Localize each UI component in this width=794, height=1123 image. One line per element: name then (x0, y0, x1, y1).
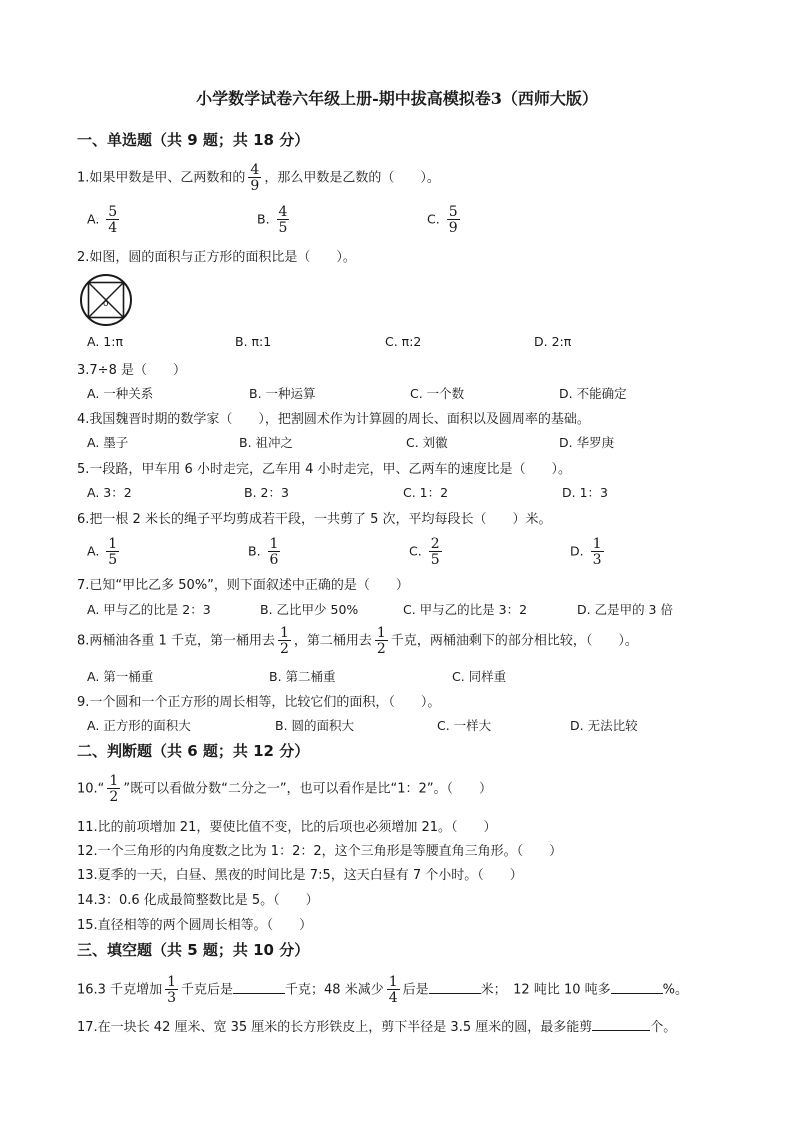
question-16-text-2: 千克后是 (181, 982, 234, 998)
option-d[interactable]: D. 2:π (534, 334, 572, 349)
question-16-text-5: 米； 12 吨比 10 吨多 (480, 982, 611, 998)
fraction-denominator: 5 (108, 552, 118, 568)
question-8-text-post: 千克，两桶油剩下的部分相比较，（ ）。 (390, 633, 638, 649)
option-c[interactable]: C. 1：2 (403, 485, 449, 500)
question-10-text-pre: 10.“ (77, 781, 105, 797)
option-d[interactable]: D. 无法比较 (570, 718, 638, 733)
question-1-fraction (248, 163, 261, 193)
fraction-denominator: 5 (278, 220, 288, 236)
question-5: 5.一段路，甲车用 6 小时走完，乙车用 4 小时走完，甲、乙两车的速度比是（ ）。 (77, 462, 571, 477)
question-7: 7.已知“甲比乙多 50%”，则下面叙述中正确的是（ ） (77, 578, 409, 593)
answer-blank[interactable] (592, 1018, 650, 1031)
option-b[interactable] (257, 205, 292, 235)
question-14: 14.3：0.6 化成最简整数比是 5。（ ） (77, 893, 319, 908)
option-label: B. (248, 543, 261, 559)
question-1 (77, 163, 440, 193)
option-c[interactable]: C. 刘徽 (406, 435, 448, 450)
question-16-text-4: 后是 (402, 982, 429, 998)
question-8 (77, 626, 638, 656)
question-3-options (87, 384, 727, 404)
question-3: 3.7÷8 是（ ） (77, 363, 186, 378)
option-c[interactable]: C. π:2 (385, 334, 422, 349)
option-fraction (429, 537, 442, 567)
option-fraction (268, 537, 281, 567)
option-label: B. (257, 211, 270, 227)
option-a[interactable]: A. 3：2 (87, 485, 132, 500)
fraction-denominator: 6 (269, 552, 279, 568)
option-d[interactable]: D. 华罗庚 (559, 435, 615, 450)
option-b[interactable] (248, 537, 283, 567)
fraction-numerator: 4 (250, 162, 260, 178)
answer-blank-1[interactable] (233, 981, 285, 994)
option-label: C. (427, 211, 440, 227)
fraction-denominator: 2 (279, 641, 289, 657)
fraction-numerator: 5 (448, 204, 458, 220)
option-d[interactable]: D. 1：3 (562, 485, 608, 500)
option-d[interactable]: D. 不能确定 (559, 386, 627, 401)
option-b[interactable]: B. π:1 (235, 334, 272, 349)
question-12: 12.一个三角形的内角度数之比为 1：2：2，这个三角形是等腰直角三角形。（ ） (77, 844, 563, 859)
question-8-options (87, 667, 727, 687)
option-c[interactable] (409, 537, 445, 567)
option-a[interactable]: A. 1:π (87, 334, 123, 349)
fraction-denominator: 4 (108, 220, 118, 236)
fraction-denominator: 4 (388, 990, 398, 1006)
option-a[interactable]: A. 第一桶重 (87, 669, 154, 684)
option-a[interactable]: A. 墨子 (87, 435, 129, 450)
fraction-denominator: 3 (592, 552, 602, 568)
option-a[interactable]: A. 甲与乙的比是 2：3 (87, 602, 211, 617)
question-8-text-pre: 8.两桶油各重 1 千克，第一桶用去 (77, 633, 275, 649)
question-1-text-pre: 1.如果甲数是甲、乙两数和的 (77, 170, 246, 186)
question-10-fraction (107, 774, 120, 804)
question-16 (77, 975, 688, 1005)
question-8-fraction-2 (375, 626, 388, 656)
option-a[interactable] (87, 205, 122, 235)
question-6-options (87, 536, 727, 568)
question-9: 9.一个圆和一个正方形的周长相等，比较它们的面积，（ ）。 (77, 695, 441, 710)
fraction-numerator: 1 (376, 625, 386, 641)
fraction-numerator: 1 (109, 773, 119, 789)
option-c[interactable]: C. 一个数 (410, 386, 465, 401)
question-1-text-post: ，那么甲数是乙数的（ ）。 (264, 170, 440, 186)
option-label: A. (87, 211, 100, 227)
fraction-numerator: 1 (167, 974, 176, 990)
circle-square-figure (77, 274, 135, 326)
question-5-options (87, 483, 727, 503)
option-label: D. (570, 543, 584, 559)
section-heading-single-choice: 一、单选题（共 9 题；共 18 分） (77, 131, 310, 149)
answer-blank-2[interactable] (429, 981, 481, 994)
option-label: C. (409, 543, 422, 559)
fraction-numerator: 1 (108, 536, 118, 552)
question-17 (77, 1016, 676, 1035)
fraction-denominator: 5 (430, 552, 440, 568)
question-16-text-3: 千克；48 米减少 (285, 982, 384, 998)
option-a[interactable]: A. 正方形的面积大 (87, 718, 191, 733)
option-c[interactable]: C. 同样重 (452, 669, 507, 684)
exam-title: 小学数学试卷六年级上册-期中拔高模拟卷3（西师大版） (196, 89, 598, 108)
option-b[interactable]: B. 2：3 (244, 485, 289, 500)
option-fraction (447, 205, 460, 235)
question-2: 2.如图，圆的面积与正方形的面积比是（ ）。 (77, 250, 356, 265)
section-heading-true-false: 二、判断题（共 6 题；共 12 分） (77, 742, 310, 760)
question-9-options (87, 716, 727, 736)
fraction-denominator: 2 (109, 789, 119, 805)
fraction-denominator: 2 (376, 641, 386, 657)
circle-square-diagram (77, 274, 135, 326)
option-a[interactable]: A. 一种关系 (87, 386, 154, 401)
question-16-fraction-1 (165, 975, 178, 1005)
answer-blank-3[interactable] (611, 981, 663, 994)
fraction-numerator: 1 (269, 536, 279, 552)
fraction-numerator: 5 (108, 204, 118, 220)
question-11: 11.比的前项增加 21，要使比值不变，比的后项也必须增加 21。（ ） (77, 820, 497, 835)
option-b[interactable]: B. 一种运算 (249, 386, 316, 401)
fraction-numerator: 1 (279, 625, 289, 641)
question-16-text-6: %。 (662, 982, 688, 998)
fraction-denominator: 3 (167, 990, 176, 1006)
question-16-fraction-2 (387, 975, 400, 1005)
option-d[interactable] (570, 537, 607, 567)
option-d[interactable]: D. 乙是甲的 3 倍 (577, 602, 673, 617)
question-2-options (87, 334, 727, 354)
question-7-options (87, 600, 727, 620)
question-8-fraction-1 (278, 626, 291, 656)
section-heading-fill-blank: 三、填空题（共 5 题；共 10 分） (77, 941, 310, 959)
option-fraction (106, 537, 119, 567)
option-b[interactable]: B. 乙比甲少 50% (260, 602, 359, 617)
question-16-text-1: 16.3 千克增加 (77, 982, 163, 998)
option-c[interactable]: C. 甲与乙的比是 3：2 (403, 602, 528, 617)
option-fraction (106, 205, 119, 235)
fraction-denominator: 9 (448, 220, 458, 236)
fraction-numerator: 1 (592, 536, 602, 552)
question-17-text-pre: 17.在一块长 42 厘米、宽 35 厘米的长方形铁皮上，剪下半径是 3.5 厘米的圆，最多能剪 (77, 1020, 593, 1035)
fraction-numerator: 4 (278, 204, 288, 220)
option-label: A. (87, 543, 100, 559)
option-c[interactable] (427, 205, 463, 235)
question-17-text-post: 个。 (650, 1020, 677, 1035)
question-4-options (87, 433, 727, 453)
question-10-text-post: ”既可以看做分数“二分之一”，也可以看作是比“1：2”。（ ） (123, 781, 493, 797)
question-4: 4.我国魏晋时期的数学家（ ），把割圆术作为计算圆的周长、面积以及圆周率的基础。 (77, 412, 590, 427)
question-10 (77, 774, 492, 804)
option-fraction (591, 537, 604, 567)
fraction-numerator: 1 (388, 974, 398, 990)
option-a[interactable] (87, 537, 122, 567)
question-13: 13.夏季的一天，白昼、黑夜的时间比是 7:5，这天白昼有 7 个小时。（ ） (77, 868, 523, 883)
question-15: 15.直径相等的两个圆周长相等。（ ） (77, 918, 313, 933)
option-c[interactable]: C. 一样大 (437, 718, 492, 733)
option-b[interactable]: B. 圆的面积大 (275, 718, 355, 733)
option-fraction (277, 205, 290, 235)
center-label: o (103, 299, 109, 309)
fraction-denominator: 9 (250, 178, 260, 194)
option-b[interactable]: B. 祖冲之 (239, 435, 294, 450)
question-1-options (87, 204, 727, 236)
question-8-text-mid: ，第二桶用去 (293, 633, 372, 649)
question-6: 6.把一根 2 米长的绳子平均剪成若干段，一共剪了 5 次，平均每段长（ ）米。 (77, 512, 552, 527)
fraction-numerator: 2 (430, 536, 440, 552)
option-b[interactable]: B. 第二桶重 (269, 669, 336, 684)
